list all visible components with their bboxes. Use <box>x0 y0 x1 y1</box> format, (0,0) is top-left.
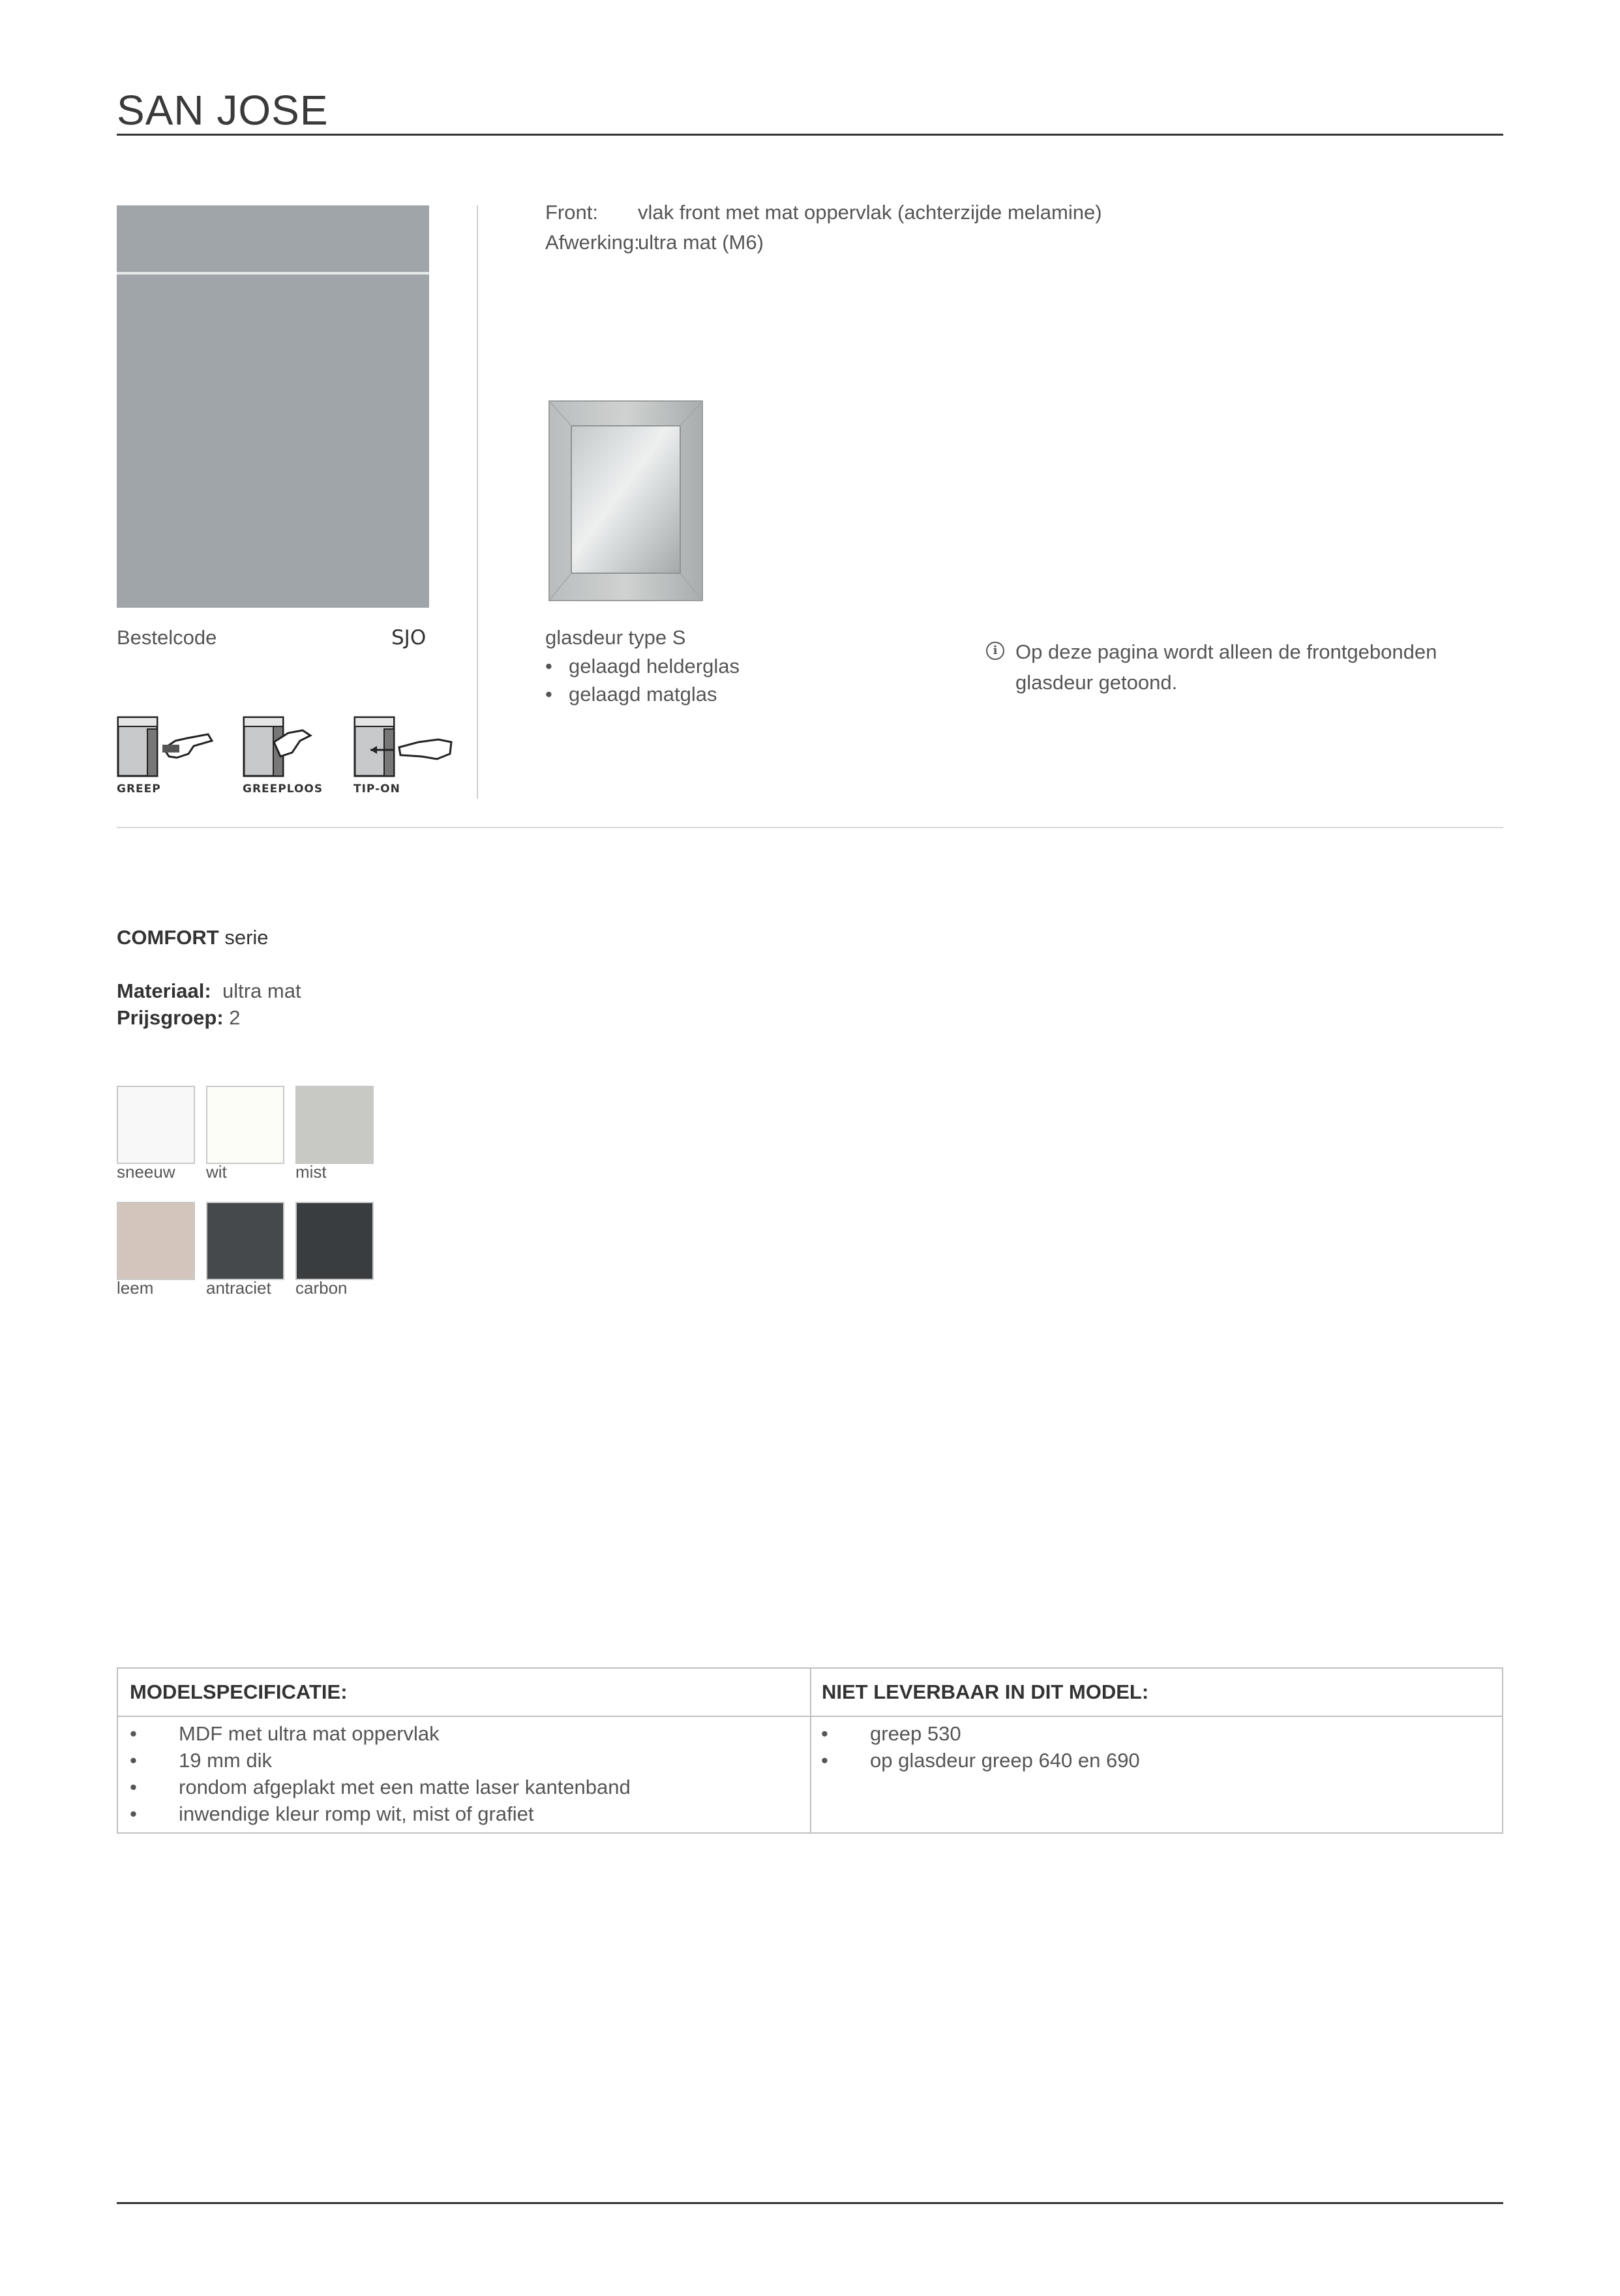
front-panel-swatch <box>117 205 429 608</box>
spec-item-text: MDF met ultra mat oppervlak <box>179 1722 440 1745</box>
spec-item-text: rondom afgeplakt met een matte laser kantenband <box>179 1776 631 1798</box>
order-code-label: Bestelcode <box>117 626 217 649</box>
color-swatch <box>295 1202 374 1280</box>
series-suffix: serie <box>224 926 269 949</box>
spec-item <box>130 1802 534 1826</box>
info-note <box>986 636 1482 698</box>
front-panel-seam <box>117 272 429 275</box>
not-available-header: NIET LEVERBAAR IN DIT MODEL: <box>822 1680 1149 1703</box>
title-divider <box>117 134 1503 136</box>
glass-door-caption: glasdeur type S <box>545 626 686 649</box>
bullet: • <box>545 683 552 706</box>
bullet: • <box>130 1802 137 1825</box>
column-divider <box>477 205 478 799</box>
handle-option-label: GREEP <box>117 783 161 796</box>
info-icon: i <box>986 642 1004 660</box>
bullet: • <box>545 655 552 678</box>
spec-item <box>130 1749 272 1772</box>
series-heading <box>117 926 269 949</box>
series-name: COMFORT <box>117 926 219 949</box>
not-available-item-text: greep 530 <box>870 1722 961 1745</box>
color-swatch <box>295 1086 374 1164</box>
spec-item <box>130 1776 631 1799</box>
color-swatch-label: mist <box>295 1162 327 1182</box>
finish-spec-value: ultra mat (M6) <box>638 231 764 254</box>
glass-option <box>545 683 717 706</box>
page-title: SAN JOSE <box>117 87 329 134</box>
material-value: ultra mat <box>222 979 301 1002</box>
not-available-item <box>821 1722 961 1746</box>
section-divider <box>117 827 1503 828</box>
color-swatch-label: antraciet <box>206 1278 271 1298</box>
info-note-text: Op deze pagina wordt alleen de frontgebonden glasdeur getoond. <box>1015 640 1437 694</box>
color-swatch <box>206 1086 284 1164</box>
front-spec <box>545 201 1102 224</box>
model-spec-table <box>117 1667 1503 1834</box>
price-group-value: 2 <box>229 1006 241 1029</box>
not-available-item-text: op glasdeur greep 640 en 690 <box>870 1749 1140 1772</box>
spec-item-text: inwendige kleur romp wit, mist of grafiet <box>179 1802 534 1825</box>
finish-spec-key: Afwerking: <box>545 231 640 254</box>
color-swatch-label: leem <box>117 1278 154 1298</box>
spec-item <box>130 1722 440 1746</box>
footer-divider <box>117 2202 1503 2204</box>
table-column-divider <box>810 1669 811 1832</box>
front-spec-key: Front: <box>545 201 598 224</box>
price-group-line <box>117 1006 241 1030</box>
glass-option-label: gelaagd helderglas <box>569 655 740 678</box>
glass-door-image <box>548 400 704 602</box>
model-spec-header: MODELSPECIFICATIE: <box>130 1680 348 1703</box>
bullet: • <box>821 1749 828 1772</box>
bullet: • <box>130 1776 137 1798</box>
color-swatch <box>206 1202 284 1280</box>
front-spec-value: vlak front met mat oppervlak (achterzijde melamine) <box>638 201 1102 224</box>
glass-option <box>545 655 740 678</box>
handle-option-label: GREEPLOOS <box>243 783 323 796</box>
bullet: • <box>821 1722 828 1745</box>
glass-option-label: gelaagd matglas <box>569 683 717 706</box>
handle-option-label: TIP-ON <box>353 783 400 796</box>
material-line <box>117 979 301 1003</box>
finish-spec <box>545 231 764 254</box>
color-swatch <box>117 1202 195 1280</box>
color-swatch-label: wit <box>206 1162 227 1182</box>
color-swatch <box>117 1086 195 1164</box>
bullet: • <box>130 1722 137 1745</box>
material-key: Materiaal: <box>117 979 211 1002</box>
color-swatch-label: sneeuw <box>117 1162 175 1182</box>
price-group-key: Prijsgroep: <box>117 1006 224 1029</box>
spec-item-text: 19 mm dik <box>179 1749 272 1772</box>
color-swatch-label: carbon <box>295 1278 348 1298</box>
bullet: • <box>130 1749 137 1772</box>
order-code-value: SJO <box>391 626 427 649</box>
not-available-item <box>821 1749 1140 1772</box>
